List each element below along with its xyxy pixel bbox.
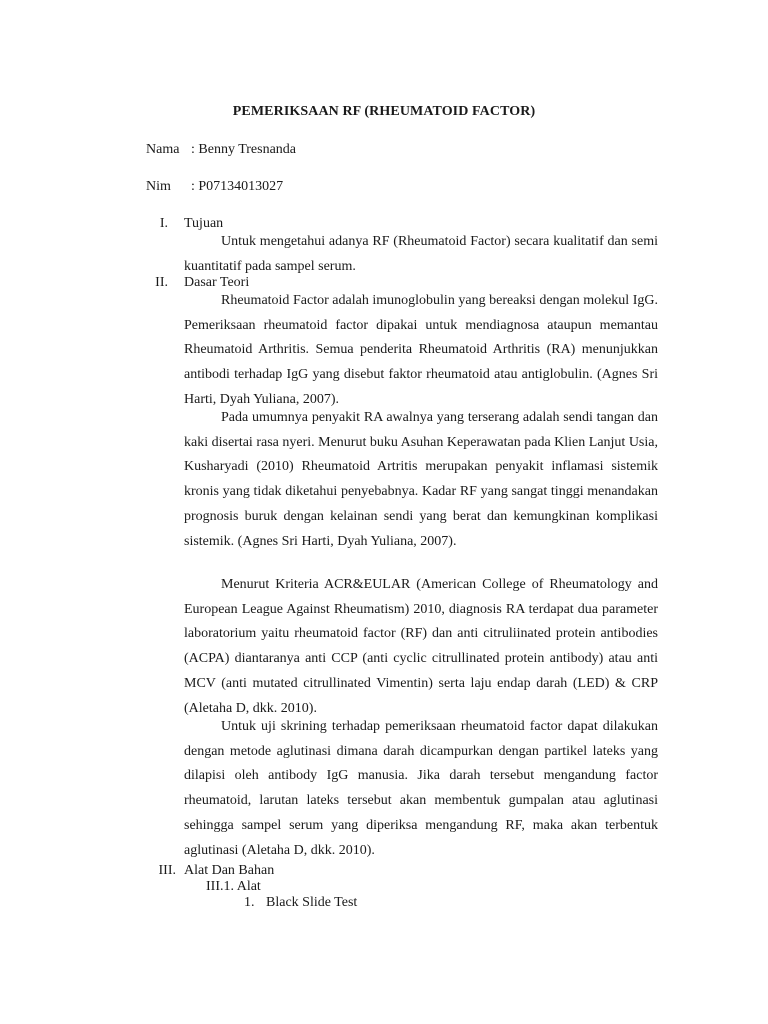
name-value: : Benny Tresnanda (191, 142, 296, 157)
document-title: PEMERIKSAAN RF (RHEUMATOID FACTOR) (232, 104, 536, 119)
nim-label: Nim (146, 179, 171, 194)
section-2-paragraph-2: Pada umumnya penyakit RA awalnya yang terserang adalah sendi tangan dan kaki disertai rasa nyeri. Menurut buku Asuhan Keperawatan pada Klien Lanjut Usia, Kusharyadi (2010) Rheumatoid Artritis merupakan penyakit inflamasi sistemik kronis yang tidak diketahui penyebabnya. Kadar RF yang sangat tinggi menandakan prognosis buruk dengan kelainan sendi yang berat dan kemungkinan komplikasi sistemik. (Agnes Sri Harti, Dyah Yuliana, 2007). (184, 410, 658, 549)
name-label: Nama (146, 142, 180, 157)
section-3-subheading: III.1. Alat (206, 879, 261, 894)
section-3-number: III. (158, 863, 176, 878)
section-3-heading: Alat Dan Bahan (184, 863, 275, 878)
section-2-paragraph-1: Rheumatoid Factor adalah imunoglobulin yang bereaksi dengan molekul IgG. Pemeriksaan rheumatoid factor dipakai untuk mendiagnosa ataupun memantau Rheumatoid Arthritis. Semua penderita Rheumatoid Arthritis (RA) menunjukkan antibodi terhadap IgG yang disebut faktor rheumatoid atau antiglobulin. (Agnes Sri Harti, Dyah Yuliana, 2007). (184, 293, 658, 407)
section-1-paragraph: Untuk mengetahui adanya RF (Rheumatoid Factor) secara kualitatif dan semi kuantitatif pada sampel serum. (184, 234, 658, 274)
section-1-heading: Tujuan (184, 216, 224, 231)
section-2-paragraph-3: Menurut Kriteria ACR&EULAR (American College of Rheumatology and European League Against Rheumatism) 2010, diagnosis RA terdapat dua parameter laboratorium yaitu rheumatoid factor (RF) dan anti citruliinated protein antibodies (ACPA) diantaranya anti CCP (anti cyclic citrullinated protein antibody) atau anti MCV (anti mutated citrullinated Vimentin) serta laju endap darah (LED) & CRP (Aletaha D, dkk. 2010). (184, 577, 658, 716)
nim-value: : P07134013027 (191, 179, 284, 194)
section-1-number: I. (159, 216, 168, 231)
list-item-number: 1. (244, 895, 255, 910)
section-2-paragraph-4: Untuk uji skrining terhadap pemeriksaan rheumatoid factor dapat dilakukan dengan metode aglutinasi dimana darah dicampurkan dengan partikel lateks yang dilapisi oleh antibody IgG manusia. Jika darah tersebut mengandung factor rheumatoid, larutan lateks tersebut akan membentuk gumpalan atau aglutinasi sehingga sampel serum yang diperiksa mengandung RF, maka akan terbentuk aglutinasi (Aletaha D, dkk. 2010). (184, 719, 658, 858)
section-2-number: II. (155, 275, 168, 290)
section-2-heading: Dasar Teori (184, 275, 250, 290)
list-item-text: Black Slide Test (266, 895, 358, 910)
